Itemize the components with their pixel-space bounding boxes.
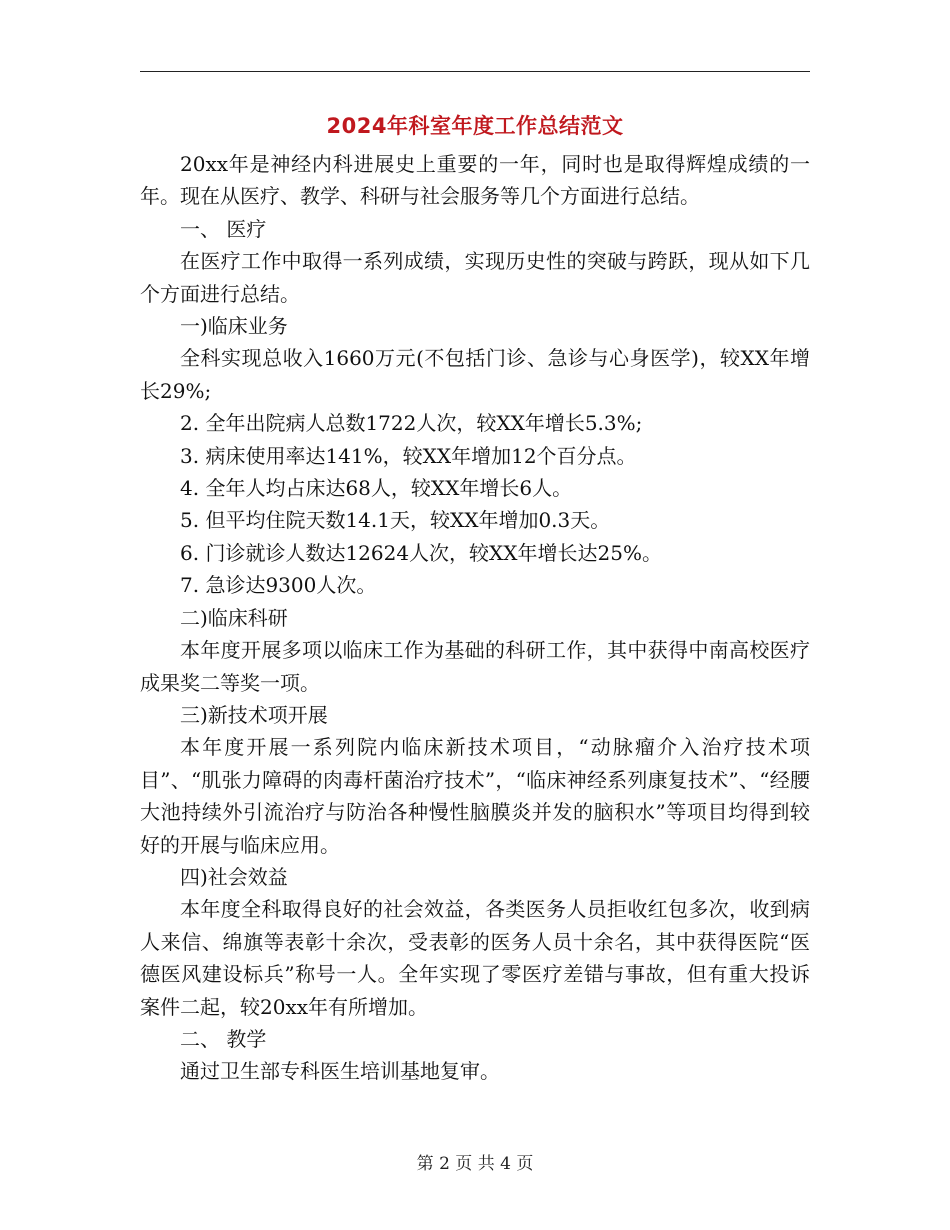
page-number-footer: 第 2 页 共 4 页 [416, 1154, 534, 1174]
list-item-bed-usage: 3. 病床使用率达141%，较XX年增加12个百分点。 [180, 443, 637, 468]
subheading-new-techniques: 三)新技术项开展 [180, 702, 328, 727]
paragraph-intro: 20xx年是神经内科进展史上重要的一年，同时也是取得辉煌成绩的一年。现在从医疗、教学、科研与社会服务等几个方面进行总结。 [140, 152, 810, 209]
paragraph-teaching: 通过卫生部专科医生培训基地复审。 [180, 1059, 500, 1084]
paragraph-social-benefits: 本年度全科取得良好的社会效益，各类医务人员拒收红包多次，收到病人来信、绵旗等表彰十余次，受表彰的医务人员十余名，其中获得医院“医德医风建设标兵”称号一人。全年实现了零医疗差错与事故，但有重大投诉案件二起，较20xx年有所增加。 [140, 897, 810, 1019]
header-rule [140, 71, 810, 72]
list-item-revenue: 全科实现总收入1660万元(不包括门诊、急诊与心身医学)，较XX年增长29%; [140, 346, 810, 403]
subheading-clinical-business: 一)临床业务 [180, 314, 288, 339]
list-item-stay-length: 5. 但平均住院天数14.1天，较XX年增加0.3天。 [180, 508, 611, 533]
list-item-discharges: 2. 全年出院病人总数1722人次，较XX年增长5.3%; [180, 411, 643, 436]
section-heading-medical: 一、 医疗 [180, 216, 267, 241]
list-item-emergency: 7. 急诊达9300人次。 [180, 573, 377, 598]
document-title: 2024年科室年度工作总结范文 [326, 114, 624, 138]
list-item-outpatients: 6. 门诊就诊人数达12624人次，较XX年增长达25%。 [180, 540, 662, 565]
document-body [140, 148, 810, 1088]
list-item-bed-occupancy: 4. 全年人均占床达68人，较XX年增长6人。 [180, 476, 573, 501]
subheading-clinical-research: 二)临床科研 [180, 605, 288, 630]
section-heading-teaching: 二、 教学 [180, 1026, 267, 1051]
paragraph-medical-intro: 在医疗工作中取得一系列成绩，实现历史性的突破与跨跃，现从如下几个方面进行总结。 [140, 249, 810, 306]
subheading-social-benefits: 四)社会效益 [180, 864, 288, 889]
paragraph-new-techniques: 本年度开展一系列院内临床新技术项目，“动脉瘤介入治疗技术项目”、“肌张力障碍的肉毒杆菌治疗技术”，“临床神经系列康复技术”、“经腰大池持续外引流治疗与防治各种慢性脑膜炎并发的脑积水”等项目均得到较好的开展与临床应用。 [140, 735, 810, 857]
paragraph-research: 本年度开展多项以临床工作为基础的科研工作，其中获得中南高校医疗成果奖二等奖一项。 [140, 638, 810, 695]
